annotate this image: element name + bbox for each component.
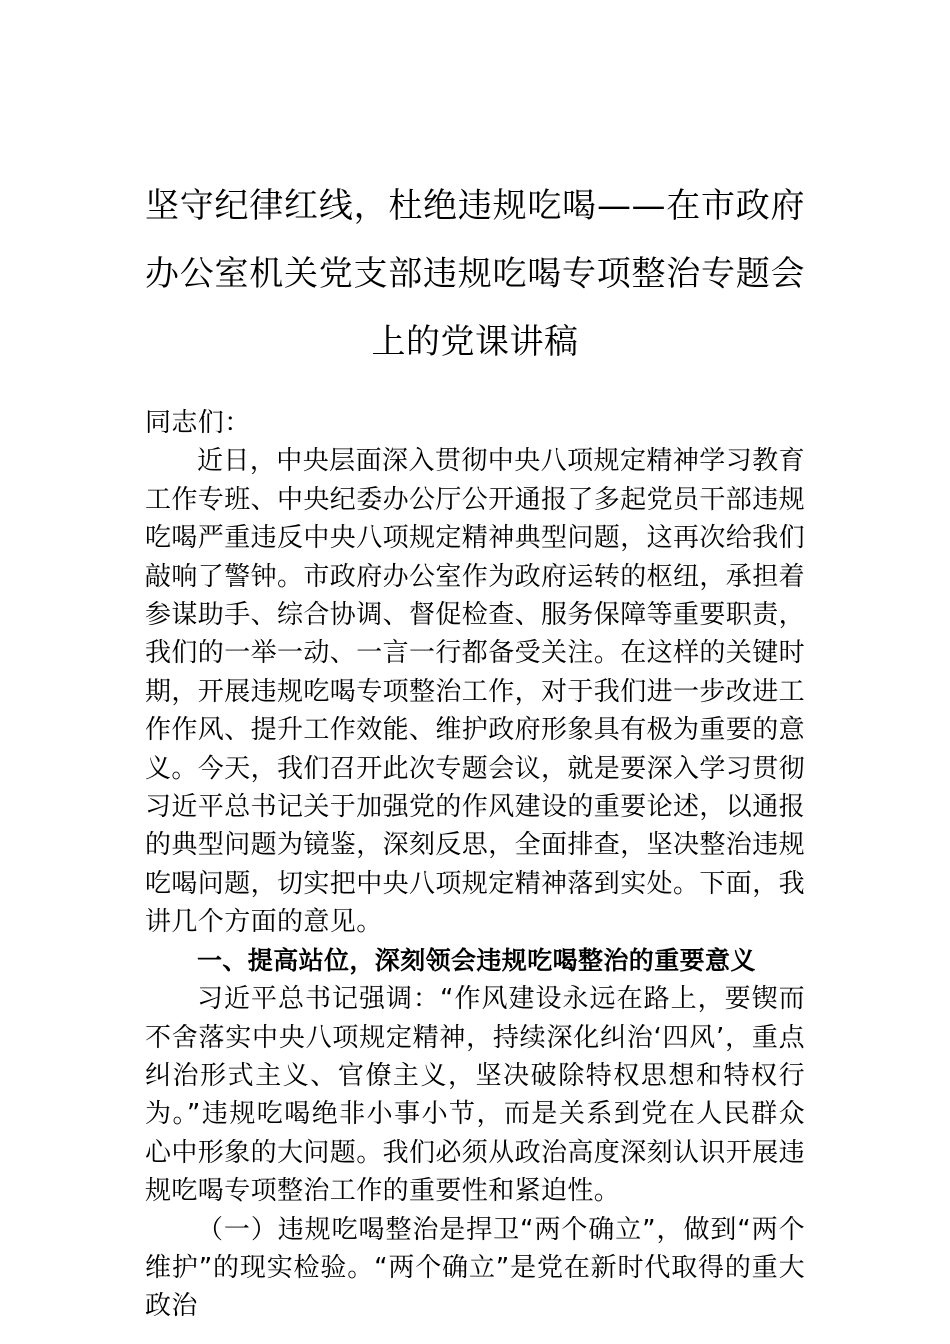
body-paragraph-quote: 习近平总书记强调：“作风建设永远在路上，要锲而不舍落实中央八项规定精神，持续深化纠治‘四风’，重点纠治形式主义、官僚主义，坚决破除特权思想和特权行为。”违规吃喝绝非小事小节，而是关系到党在人民群众心中形象的大问题。我们必须从政治高度深刻认识开展违规吃喝专项整治工作的重要性和紧迫性。: [145, 984, 806, 1207]
document-body: [145, 404, 805, 1326]
body-paragraph-intro: 近日，中央层面深入贯彻中央八项规定精神学习教育工作专班、中央纪委办公厅公开通报了多起党员干部违规吃喝严重违反中央八项规定精神典型问题，这再次给我们敲响了警钟。市政府办公室作为政府运转的枢纽，承担着参谋助手、综合协调、督促检查、服务保障等重要职责，我们的一举一动、一言一行都备受关注。在这样的关键时期，开展违规吃喝专项整治工作，对于我们进一步改进工作作风、提升工作效能、维护政府形象具有极为重要的意义。今天，我们召开此次专题会议，就是要深入学习贯彻习近平总书记关于加强党的作风建设的重要论述，以通报的典型问题为镜鉴，深刻反思，全面排查，坚决整治违规吃喝问题，切实把中央八项规定精神落到实处。下面，我讲几个方面的意见。: [145, 446, 806, 938]
document-title: 坚守纪律红线，杜绝违规吃喝——在市政府办公室机关党支部违规吃喝专项整治专题会上的党课讲稿: [145, 186, 805, 362]
body-paragraph-subsection: （一）违规吃喝整治是捍卫“两个确立”，做到“两个维护”的现实检验。“两个确立”是党在新时代取得的重大政治: [145, 1214, 805, 1322]
salutation: 同志们：: [145, 408, 251, 438]
section-heading: 一、提高站位，深刻领会违规吃喝整治的重要意义: [197, 945, 756, 975]
